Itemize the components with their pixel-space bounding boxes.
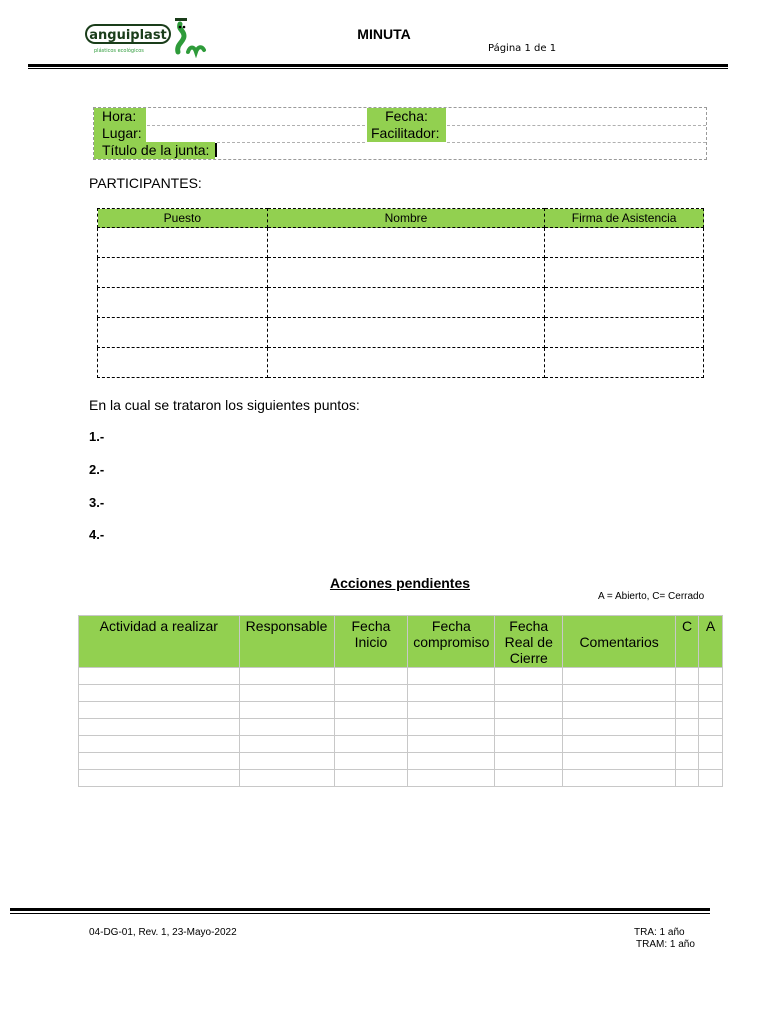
header-divider [28,64,728,67]
fecha-field[interactable] [447,108,706,126]
titulo-label: Título de la junta: [94,142,215,159]
action-cell[interactable] [239,719,334,736]
action-cell[interactable] [334,770,408,787]
action-cell[interactable] [495,668,563,685]
point-item: 2.- [89,462,105,477]
action-cell[interactable] [408,719,495,736]
participants-table [97,208,704,378]
text-cursor [215,143,217,157]
action-cell[interactable] [408,685,495,702]
action-cell[interactable] [334,702,408,719]
point-item: 1.- [89,429,105,444]
action-cell[interactable] [79,753,240,770]
col-fecha-real: Fecha Real de Cierre [495,616,563,668]
points-intro: En la cual se trataron los siguientes puntos: [89,397,360,413]
col-a: A [699,616,723,668]
col-responsable: Responsable [239,616,334,668]
col-puesto: Puesto [98,209,268,228]
action-cell[interactable] [79,668,240,685]
participant-row [98,348,704,378]
svg-text:anguiplast: anguiplast [89,28,167,43]
participants-heading: PARTICIPANTES: [89,175,202,191]
action-cell[interactable] [495,736,563,753]
action-cell[interactable] [495,685,563,702]
participant-row [98,258,704,288]
action-row [79,770,723,787]
participant-cell[interactable] [267,288,545,318]
participant-cell[interactable] [98,318,268,348]
action-cell[interactable] [563,668,676,685]
actions-header-row [79,616,723,668]
col-c: C [676,616,699,668]
participant-row [98,228,704,258]
action-cell[interactable] [408,753,495,770]
col-actividad: Actividad a realizar [79,616,240,668]
participant-cell[interactable] [267,348,545,378]
col-fecha-inicio: Fecha Inicio [334,616,408,668]
action-row [79,668,723,685]
action-cell[interactable] [239,668,334,685]
action-cell[interactable] [699,719,723,736]
action-cell[interactable] [239,702,334,719]
participant-cell[interactable] [267,318,545,348]
action-cell[interactable] [676,736,699,753]
lugar-label: Lugar: [94,125,146,142]
action-row [79,753,723,770]
footer-divider [10,908,710,911]
hora-label: Hora: [94,108,146,125]
titulo-field[interactable] [218,142,706,159]
action-cell[interactable] [79,736,240,753]
participant-cell[interactable] [98,348,268,378]
retention-tram: TRAM: 1 año [636,939,695,950]
col-fecha-compromiso: Fecha compromiso [408,616,495,668]
action-cell[interactable] [699,685,723,702]
action-cell[interactable] [699,753,723,770]
action-cell[interactable] [495,753,563,770]
action-row [79,702,723,719]
participant-cell[interactable] [545,228,704,258]
participant-cell[interactable] [545,318,704,348]
action-cell[interactable] [79,685,240,702]
participant-cell[interactable] [267,228,545,258]
col-firma: Firma de Asistencia [545,209,704,228]
action-cell[interactable] [408,736,495,753]
action-cell[interactable] [334,719,408,736]
action-cell[interactable] [239,685,334,702]
participant-cell[interactable] [545,288,704,318]
document-code: 04-DG-01, Rev. 1, 23-Mayo-2022 [89,927,237,938]
footer-divider-thin [10,913,710,914]
participant-cell[interactable] [267,258,545,288]
action-cell[interactable] [563,753,676,770]
action-row [79,719,723,736]
actions-legend: A = Abierto, C= Cerrado [598,591,705,602]
facilitador-label: Facilitador: [367,125,446,142]
document-title: MINUTA [357,26,411,42]
header-divider-thin [28,68,728,69]
actions-title: Acciones pendientes [329,575,471,591]
page-number: Página 1 de 1 [488,43,557,54]
action-row [79,736,723,753]
action-cell[interactable] [563,719,676,736]
action-cell[interactable] [334,668,408,685]
svg-text:plásticos ecológicos: plásticos ecológicos [94,48,144,54]
action-cell[interactable] [563,770,676,787]
action-cell[interactable] [563,685,676,702]
action-cell[interactable] [408,770,495,787]
action-cell[interactable] [408,702,495,719]
action-cell[interactable] [676,770,699,787]
action-cell[interactable] [563,736,676,753]
action-cell[interactable] [495,719,563,736]
lugar-field[interactable] [147,125,365,143]
action-cell[interactable] [495,702,563,719]
hora-field[interactable] [147,108,365,126]
point-item: 4.- [89,527,105,542]
participant-row [98,318,704,348]
action-cell[interactable] [676,685,699,702]
action-cell[interactable] [334,736,408,753]
retention-tra: TRA: 1 año [634,927,685,938]
participant-row [98,288,704,318]
action-cell[interactable] [676,668,699,685]
participant-cell[interactable] [98,228,268,258]
participant-cell[interactable] [98,288,268,318]
action-cell[interactable] [563,702,676,719]
participant-cell[interactable] [545,258,704,288]
action-cell[interactable] [699,770,723,787]
action-cell[interactable] [699,668,723,685]
fecha-label: Fecha: [367,108,446,125]
action-cell[interactable] [239,753,334,770]
point-item: 3.- [89,495,105,510]
action-cell[interactable] [676,719,699,736]
action-cell[interactable] [408,668,495,685]
facilitador-field[interactable] [447,125,706,143]
participants-header-row [98,209,704,228]
action-cell[interactable] [79,702,240,719]
actions-table [78,615,723,787]
action-cell[interactable] [334,753,408,770]
action-cell[interactable] [239,736,334,753]
col-nombre: Nombre [267,209,545,228]
action-cell[interactable] [79,719,240,736]
action-cell[interactable] [239,770,334,787]
action-cell[interactable] [676,753,699,770]
participant-cell[interactable] [98,258,268,288]
col-comentarios: Comentarios [563,616,676,668]
action-row [79,685,723,702]
action-cell[interactable] [699,702,723,719]
action-cell[interactable] [699,736,723,753]
action-cell[interactable] [676,702,699,719]
action-cell[interactable] [79,770,240,787]
action-cell[interactable] [334,685,408,702]
action-cell[interactable] [495,770,563,787]
participant-cell[interactable] [545,348,704,378]
